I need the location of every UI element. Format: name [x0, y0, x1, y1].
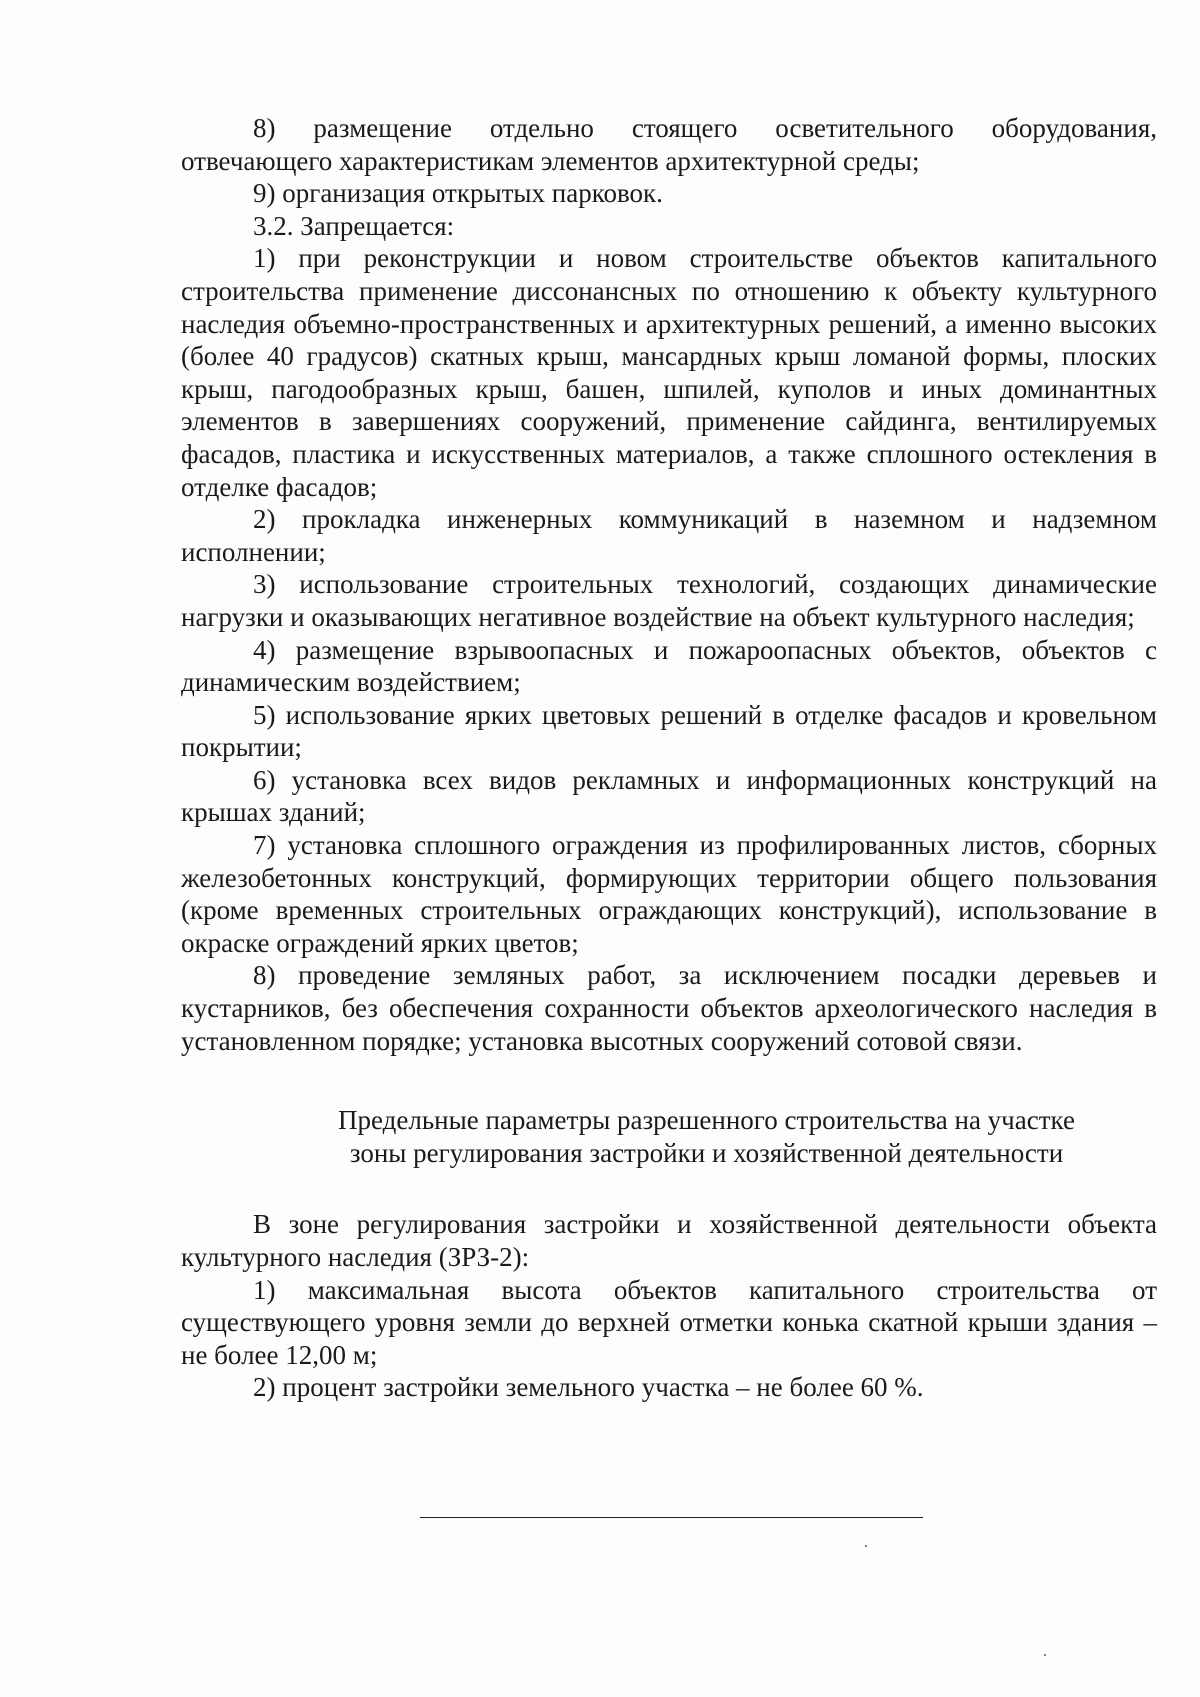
list-item: 8) размещение отдельно стоящего осветительного оборудования, отвечающего характеристикам элементов архитектурной среды; [181, 113, 1157, 176]
list-item: 3) использование строительных технологий, создающих динамические нагрузки и оказывающих негативное воздействие на объект культурного наследия; [181, 569, 1157, 632]
scan-speck [1044, 1654, 1046, 1656]
heading-line: зоны регулирования застройки и хозяйственной деятельности [349, 1137, 1064, 1168]
section-label: 3.2. Запрещается: [253, 210, 455, 241]
spacer [181, 1169, 1157, 1208]
list-item: 1) максимальная высота объектов капитального строительства от существующего уровня земли до верхней отметки конька скатной крыши здания – не более 12,00 м; [181, 1274, 1157, 1370]
list-item: 4) размещение взрывоопасных и пожароопасных объектов, объектов с динамическим воздействием; [181, 634, 1157, 698]
section-heading [181, 1104, 1157, 1169]
list-item: 5) использование ярких цветовых решений в отделке фасадов и кровельном покрытии; [181, 699, 1157, 763]
list-item: 2) процент застройки земельного участка – не более 60 %. [253, 1372, 924, 1403]
end-rule [420, 1517, 923, 1518]
list-item: 8) проведение земляных работ, за исключением посадки деревьев и кустарников, без обеспечения сохранности объектов археологического наследия в установленном порядке; установка высотных сооружений сотовой связи. [181, 960, 1157, 1056]
list-item: 6) установка всех видов рекламных и информационных конструкций на крышах зданий; [181, 764, 1157, 828]
list-item: 2) прокладка инженерных коммуникаций в наземном и надземном исполнении; [181, 504, 1157, 567]
list-item: 1) при реконструкции и новом строительстве объектов капитального строительства применение диссонансных по отношению к объекту культурного наследия объемно-пространственных и архитектурных решений, а именно высоких (более 40 градусов) скатных крыш, мансардных крыш ломаной формы, плоских крыш, пагодообразных крыш, башен, шпилей, куполов и иных доминантных элементов в завершениях сооружений, применение сайдинга, вентилируемых фасадов, пластика и искусственных материалов, а также сплошного остекления в отделке фасадов; [181, 243, 1157, 502]
scan-speck [865, 1545, 867, 1547]
list-item: 9) организация открытых парковок. [253, 178, 663, 209]
spacer [181, 1057, 1157, 1104]
document-body [181, 112, 1157, 1404]
heading-line: Предельные параметры разрешенного строительства на участке [338, 1105, 1075, 1136]
list-item: 7) установка сплошного ограждения из профилированных листов, сборных железобетонных конструкций, формирующих территории общего пользования (кроме временных строительных ограждающих конструкций), использование в окраске ограждений ярких цветов; [181, 830, 1157, 958]
intro-paragraph: В зоне регулирования застройки и хозяйственной деятельности объекта культурного наследия (ЗРЗ-2): [181, 1209, 1157, 1272]
